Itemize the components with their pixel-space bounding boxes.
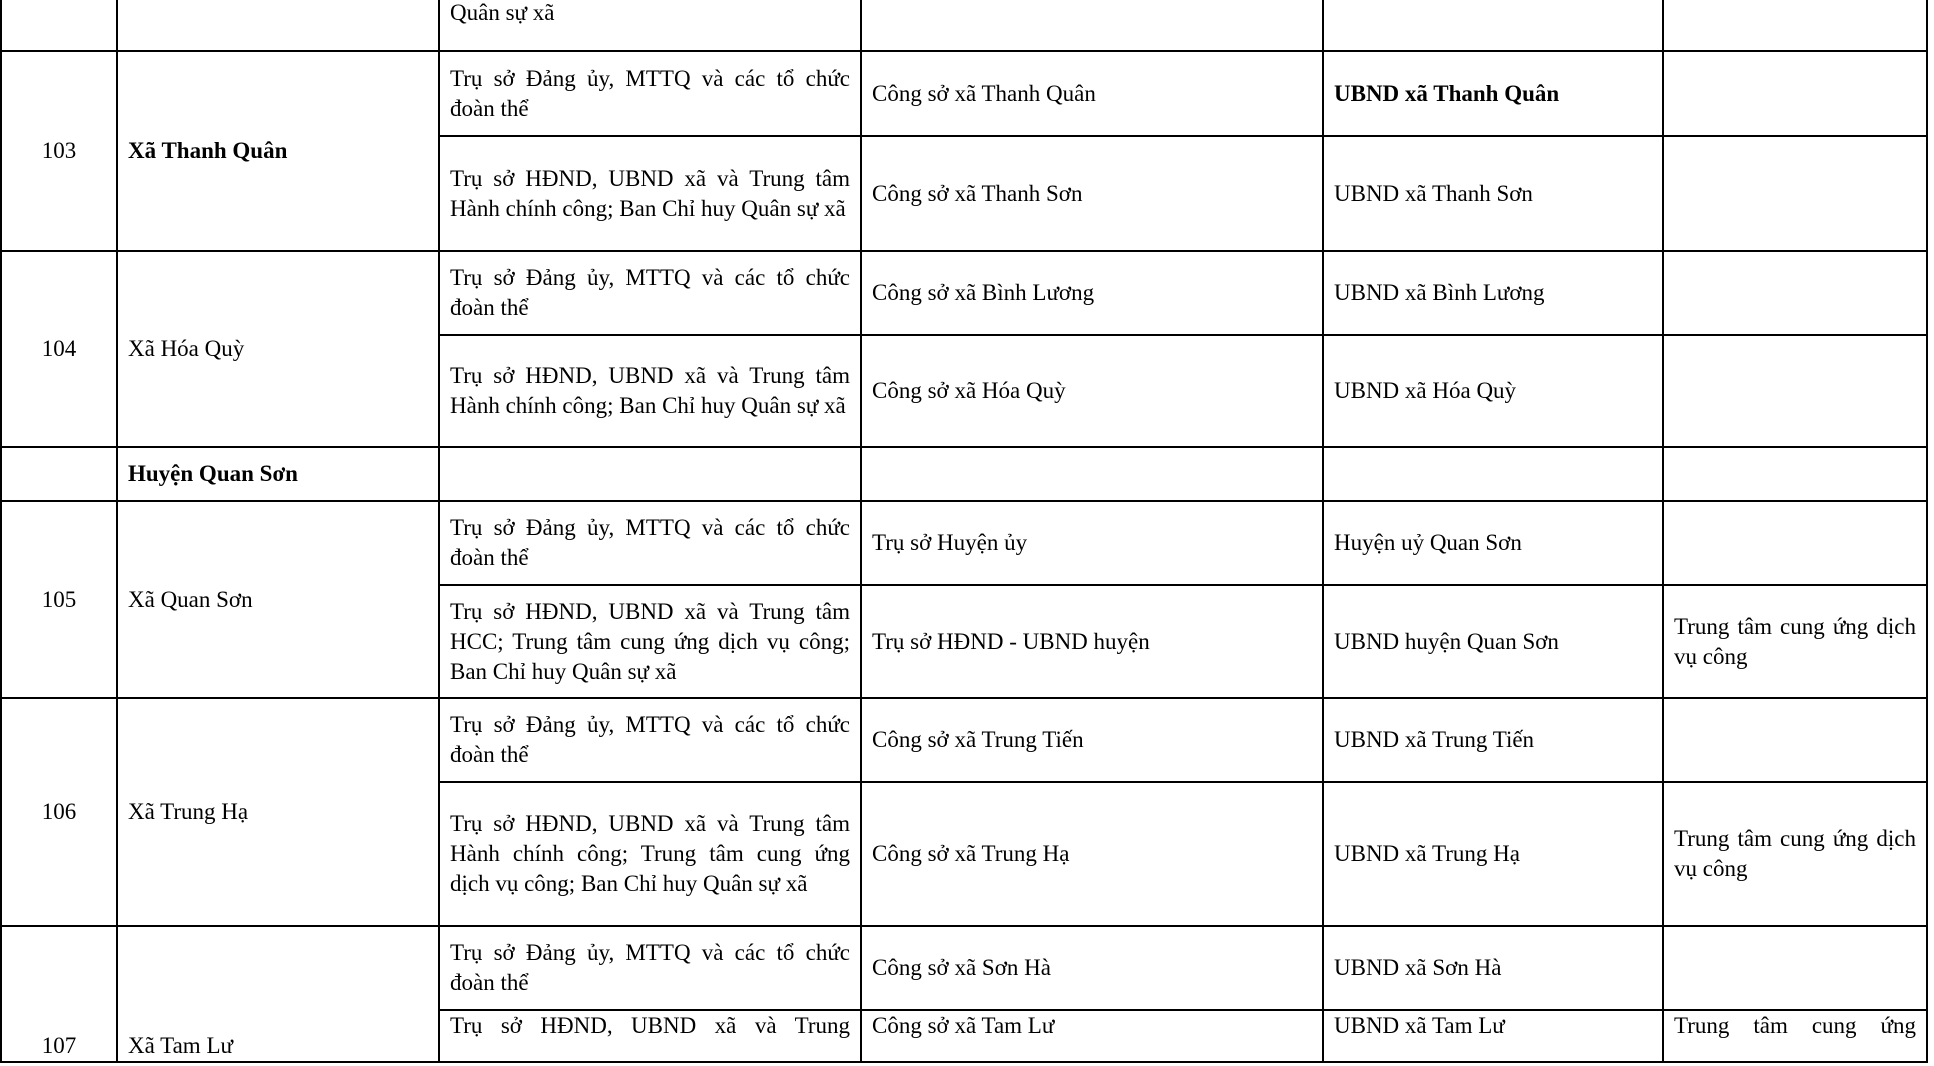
user-cell: Huyện uỷ Quan Sơn xyxy=(1323,501,1663,585)
purpose-cell: Trụ sở Đảng ủy, MTTQ và các tổ chức đoàn thể xyxy=(439,251,861,335)
user-cell: UBND xã Hóa Quỳ xyxy=(1323,335,1663,447)
stt-cell xyxy=(1,0,117,51)
purpose-cell: Trụ sở HĐND, UBND xã và Trung tâm Hành chính công; Ban Chỉ huy Quân sự xã xyxy=(439,335,861,447)
current-facility-cell: Trụ sở Huyện ủy xyxy=(861,501,1323,585)
purpose-cell xyxy=(439,447,861,501)
note-cell: Trung tâm cung ứng dịch vụ công xyxy=(1663,782,1927,926)
stt-cell: 103 xyxy=(1,51,117,251)
purpose-cell: Trụ sở HĐND, UBND xã và Trung tâm Hành chính công; Ban Chỉ huy Quân sự xã xyxy=(439,136,861,251)
unit-cell: Xã Tam Lư xyxy=(117,926,439,1062)
current-facility-cell: Công sở xã Bình Lương xyxy=(861,251,1323,335)
purpose-cell: Quân sự xã xyxy=(439,0,861,51)
current-facility-cell: Công sở xã Thanh Quân xyxy=(861,51,1323,136)
user-cell: UBND xã Thanh Quân xyxy=(1323,51,1663,136)
current-facility-cell: Công sở xã Tam Lư xyxy=(861,1010,1323,1062)
note-cell xyxy=(1663,698,1927,782)
note-cell xyxy=(1663,447,1927,501)
note-cell xyxy=(1663,926,1927,1010)
table-row xyxy=(1,501,1927,585)
stt-cell xyxy=(1,447,117,501)
current-facility-cell xyxy=(861,447,1323,501)
current-facility-cell: Công sở xã Trung Hạ xyxy=(861,782,1323,926)
current-facility-cell: Công sở xã Thanh Sơn xyxy=(861,136,1323,251)
table-row xyxy=(1,698,1927,782)
current-facility-cell xyxy=(861,0,1323,51)
current-facility-cell: Công sở xã Sơn Hà xyxy=(861,926,1323,1010)
note-cell xyxy=(1663,501,1927,585)
user-cell: UBND xã Thanh Sơn xyxy=(1323,136,1663,251)
user-cell xyxy=(1323,0,1663,51)
note-cell xyxy=(1663,335,1927,447)
note-cell xyxy=(1663,136,1927,251)
note-cell xyxy=(1663,0,1927,51)
table-row xyxy=(1,926,1927,1010)
current-facility-cell: Công sở xã Trung Tiến xyxy=(861,698,1323,782)
unit-cell: Xã Quan Sơn xyxy=(117,501,439,698)
purpose-cell: Trụ sở Đảng ủy, MTTQ và các tổ chức đoàn thể xyxy=(439,51,861,136)
note-cell xyxy=(1663,251,1927,335)
unit-cell: Xã Thanh Quân xyxy=(117,51,439,251)
unit-cell: Xã Trung Hạ xyxy=(117,698,439,926)
table-row xyxy=(1,251,1927,335)
purpose-cell: Trụ sở HĐND, UBND xã và Trung xyxy=(439,1010,861,1062)
note-cell: Trung tâm cung ứng dịch vụ công xyxy=(1663,585,1927,698)
current-facility-cell: Công sở xã Hóa Quỳ xyxy=(861,335,1323,447)
unit-cell xyxy=(117,0,439,51)
stt-cell: 106 xyxy=(1,698,117,926)
table-row xyxy=(1,0,1927,51)
user-cell: UBND xã Trung Tiến xyxy=(1323,698,1663,782)
stt-cell: 105 xyxy=(1,501,117,698)
purpose-cell: Trụ sở HĐND, UBND xã và Trung tâm HCC; Trung tâm cung ứng dịch vụ công; Ban Chỉ huy Quân sự xã xyxy=(439,585,861,698)
user-cell: UBND huyện Quan Sơn xyxy=(1323,585,1663,698)
unit-cell: Xã Hóa Quỳ xyxy=(117,251,439,447)
purpose-cell: Trụ sở Đảng ủy, MTTQ và các tổ chức đoàn thể xyxy=(439,698,861,782)
stt-cell: 104 xyxy=(1,251,117,447)
user-cell xyxy=(1323,447,1663,501)
user-cell: UBND xã Trung Hạ xyxy=(1323,782,1663,926)
purpose-cell: Trụ sở HĐND, UBND xã và Trung tâm Hành chính công; Trung tâm cung ứng dịch vụ công; Ban Chỉ huy Quân sự xã xyxy=(439,782,861,926)
user-cell: UBND xã Sơn Hà xyxy=(1323,926,1663,1010)
user-cell: UBND xã Bình Lương xyxy=(1323,251,1663,335)
stt-cell: 107 xyxy=(1,926,117,1062)
note-cell: Trung tâm cung ứng xyxy=(1663,1010,1927,1062)
note-cell xyxy=(1663,51,1927,136)
current-facility-cell: Trụ sở HĐND - UBND huyện xyxy=(861,585,1323,698)
table-row xyxy=(1,51,1927,136)
user-cell: UBND xã Tam Lư xyxy=(1323,1010,1663,1062)
section-row xyxy=(1,447,1927,501)
purpose-cell: Trụ sở Đảng ủy, MTTQ và các tổ chức đoàn thể xyxy=(439,926,861,1010)
section-title: Huyện Quan Sơn xyxy=(117,447,439,501)
purpose-cell: Trụ sở Đảng ủy, MTTQ và các tổ chức đoàn thể xyxy=(439,501,861,585)
